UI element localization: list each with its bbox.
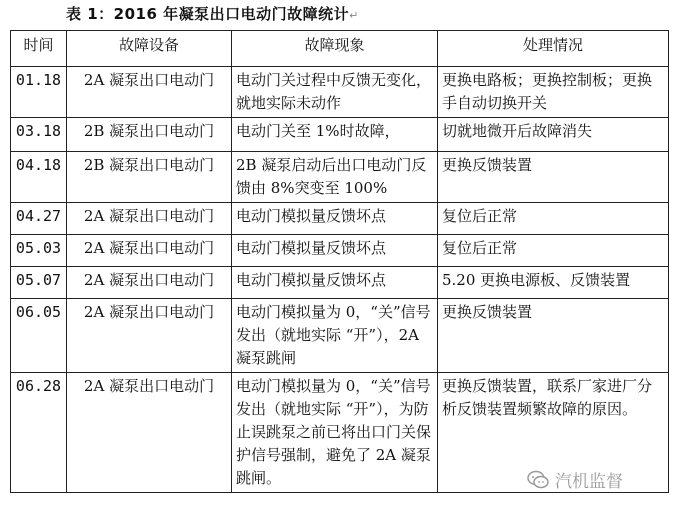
fault-statistics-table xyxy=(10,30,669,493)
table-caption xyxy=(66,3,359,24)
cell-action: 切就地微开后故障消失 xyxy=(438,118,669,152)
cell-date: 06.05 xyxy=(11,299,67,373)
wechat-logo-icon xyxy=(527,470,549,490)
table-row xyxy=(11,67,669,118)
cell-symptom: 电动门模拟量为 0，“关”信号发出（就地实际 “开”），2A 凝泵跳闸 xyxy=(232,299,438,373)
cell-date: 05.07 xyxy=(11,267,67,299)
cell-action: 更换反馈装置 xyxy=(438,152,669,203)
paragraph-mark: ↵ xyxy=(349,9,359,22)
cell-device: 2B 凝泵出口电动门 xyxy=(67,152,232,203)
cell-device: 2A 凝泵出口电动门 xyxy=(67,267,232,299)
table-row xyxy=(11,235,669,267)
cell-symptom: 电动门模拟量反馈坏点 xyxy=(232,267,438,299)
cell-device: 2A 凝泵出口电动门 xyxy=(67,373,232,493)
cell-action: 复位后正常 xyxy=(438,203,669,235)
table-row xyxy=(11,267,669,299)
cell-device: 2A 凝泵出口电动门 xyxy=(67,203,232,235)
cell-date: 01.18 xyxy=(11,67,67,118)
watermark xyxy=(527,467,623,492)
table-row xyxy=(11,152,669,203)
cell-date: 03.18 xyxy=(11,118,67,152)
table-row xyxy=(11,118,669,152)
cell-action: 更换电路板；更换控制板；更换手自动切换开关 xyxy=(438,67,669,118)
cell-symptom: 电动门模拟量为 0，“关”信号发出（就地实际 “开”），为防止误跳泵之前已将出口门关保护信号强制，避免了 2A 凝泵跳闸。 xyxy=(232,373,438,493)
cell-device: 2A 凝泵出口电动门 xyxy=(67,67,232,118)
table-row xyxy=(11,299,669,373)
cell-date: 04.18 xyxy=(11,152,67,203)
table-header-row xyxy=(11,31,669,67)
header-action: 处理情况 xyxy=(438,31,669,67)
caption-text: 表 1：2016 年凝泵出口电动门故障统计 xyxy=(66,5,350,23)
header-symptom: 故障现象 xyxy=(232,31,438,67)
cell-action: 更换反馈装置，联系厂家进厂分析反馈装置频繁故障的原因。 xyxy=(438,373,669,493)
watermark-text: 汽机监督 xyxy=(555,472,623,492)
cell-symptom: 电动门关过程中反馈无变化，就地实际未动作 xyxy=(232,67,438,118)
header-time: 时间 xyxy=(11,31,67,67)
cell-device: 2A 凝泵出口电动门 xyxy=(67,299,232,373)
cell-action: 复位后正常 xyxy=(438,235,669,267)
cell-action: 5.20 更换电源板、反馈装置 xyxy=(438,267,669,299)
cell-symptom: 电动门模拟量反馈坏点 xyxy=(232,235,438,267)
cell-symptom: 2B 凝泵启动后出口电动门反馈由 8%突变至 100% xyxy=(232,152,438,203)
table-row xyxy=(11,203,669,235)
cell-action: 更换反馈装置 xyxy=(438,299,669,373)
header-device: 故障设备 xyxy=(67,31,232,67)
cell-device: 2A 凝泵出口电动门 xyxy=(67,235,232,267)
cell-device: 2B 凝泵出口电动门 xyxy=(67,118,232,152)
cell-date: 05.03 xyxy=(11,235,67,267)
cell-date: 06.28 xyxy=(11,373,67,493)
cell-symptom: 电动门模拟量反馈坏点 xyxy=(232,203,438,235)
cell-symptom: 电动门关至 1%时故障， xyxy=(232,118,438,152)
cell-date: 04.27 xyxy=(11,203,67,235)
